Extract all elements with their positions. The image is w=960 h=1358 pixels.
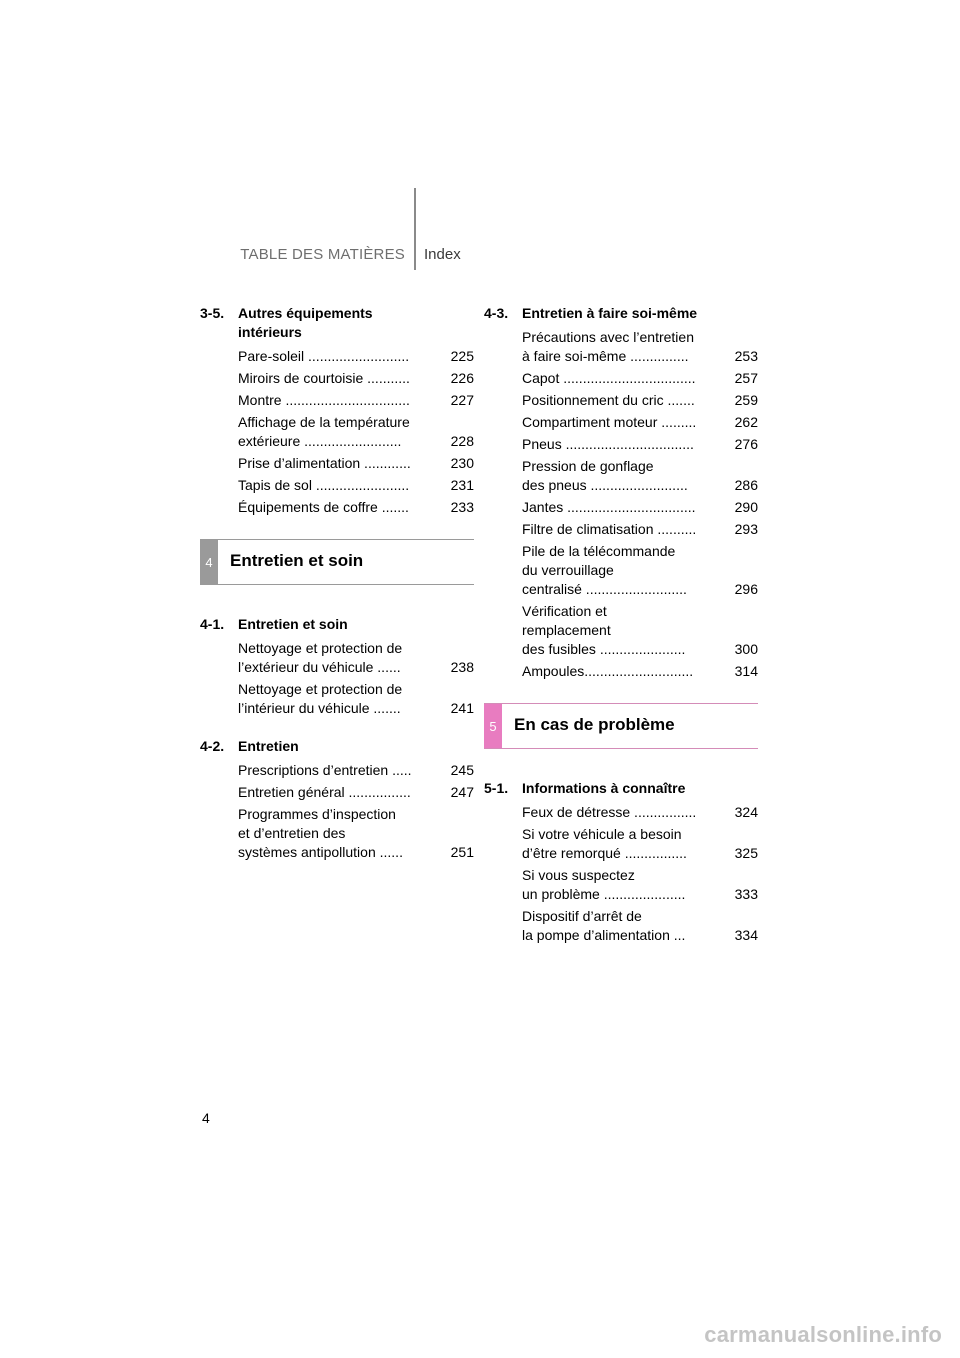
chapter-title: En cas de problème <box>514 715 675 734</box>
section-4-1 <box>200 615 474 718</box>
section-spacer <box>200 721 474 737</box>
toc-entry-fusibles[interactable] <box>522 602 758 659</box>
section-heading <box>484 304 758 323</box>
entry-page: 238 <box>450 659 474 675</box>
entry-page: 325 <box>734 845 758 861</box>
entry-list <box>522 328 758 681</box>
toc-entry-feux-detresse[interactable] <box>522 803 758 822</box>
entry-label: Précautions avec l’entretien à faire soi-même ............... <box>522 329 694 364</box>
entry-page: 247 <box>450 784 474 800</box>
entry-label: Filtre de climatisation .......... <box>522 521 697 537</box>
section-4-3 <box>484 304 758 681</box>
toc-entry-nettoyage-interieur[interactable] <box>238 680 474 718</box>
toc-entry-tapis[interactable] <box>238 476 474 495</box>
section-number: 4-1. <box>200 616 225 632</box>
section-3-5 <box>200 304 474 517</box>
entry-label: Miroirs de courtoisie ........... <box>238 370 410 386</box>
section-number: 5-1. <box>484 780 509 796</box>
section-5-1 <box>484 779 758 945</box>
entry-page: 286 <box>734 477 758 493</box>
entry-page: 233 <box>450 499 474 515</box>
entry-page: 228 <box>450 433 474 449</box>
entry-page: 314 <box>734 663 758 679</box>
section-number: 4-2. <box>200 738 225 754</box>
entry-label: Jantes ................................. <box>522 499 696 515</box>
page-number: 4 <box>202 1110 210 1126</box>
chapter-5-banner[interactable] <box>484 703 758 749</box>
entry-label: Tapis de sol ........................ <box>238 477 410 493</box>
entry-page: 334 <box>734 927 758 943</box>
entry-page: 251 <box>450 844 474 860</box>
entry-label: Pression de gonflage des pneus ......................... <box>522 458 688 493</box>
toc-entry-nettoyage-exterieur[interactable] <box>238 639 474 677</box>
entry-page: 296 <box>734 581 758 597</box>
entry-page: 333 <box>734 886 758 902</box>
entry-page: 227 <box>450 392 474 408</box>
entry-page: 290 <box>734 499 758 515</box>
toc-entry-pare-soleil[interactable] <box>238 347 474 366</box>
toc-entry-probleme[interactable] <box>522 866 758 904</box>
toc-entry-pompe[interactable] <box>522 907 758 945</box>
chapter-4-banner[interactable] <box>200 539 474 585</box>
section-heading <box>200 737 474 756</box>
chapter-tab: 5 <box>484 704 502 748</box>
entry-page: 293 <box>734 521 758 537</box>
entry-label: Capot .................................. <box>522 370 696 386</box>
section-heading <box>200 615 474 634</box>
entry-label: Prescriptions d’entretien ..... <box>238 762 412 778</box>
entry-list <box>238 761 474 862</box>
toc-link[interactable]: TABLE DES MATIÈRES <box>240 246 405 263</box>
toc-entry-precautions[interactable] <box>522 328 758 366</box>
section-heading <box>200 304 474 342</box>
toc-entry-pile[interactable] <box>522 542 758 599</box>
entry-label: Nettoyage et protection de l’extérieur du véhicule ...... <box>238 640 403 675</box>
section-title: Entretien à faire soi-même <box>522 305 698 321</box>
entry-list <box>522 803 758 945</box>
entry-label: Montre ................................ <box>238 392 410 408</box>
entry-label: Compartiment moteur ......... <box>522 414 697 430</box>
entry-label: Feux de détresse ................ <box>522 804 697 820</box>
entry-label: Positionnement du cric ....... <box>522 392 695 408</box>
entry-label: Pile de la télécommande du verrouillage centralisé .......................... <box>522 543 687 597</box>
section-title: Entretien <box>238 738 299 754</box>
toc-entry-compartiment[interactable] <box>522 413 758 432</box>
entry-label: Ampoules............................ <box>522 663 694 679</box>
entry-label: Équipements de coffre ....... <box>238 499 409 515</box>
toc-entry-programmes[interactable] <box>238 805 474 862</box>
entry-page: 276 <box>734 436 758 452</box>
entry-page: 300 <box>734 641 758 657</box>
toc-entry-miroirs[interactable] <box>238 369 474 388</box>
toc-entry-filtre[interactable] <box>522 520 758 539</box>
toc-entry-entretien-general[interactable] <box>238 783 474 802</box>
entry-page: 231 <box>450 477 474 493</box>
toc-entry-coffre[interactable] <box>238 498 474 517</box>
toc-entry-cric[interactable] <box>522 391 758 410</box>
section-number: 4-3. <box>484 305 509 321</box>
entry-label: Dispositif d’arrêt de la pompe d’alimentation ... <box>522 908 686 943</box>
footer-watermark: carmanualsonline.info <box>704 1322 942 1347</box>
section-number: 3-5. <box>200 305 225 321</box>
index-link[interactable]: Index <box>424 246 461 263</box>
section-title: Autres équipements intérieurs <box>238 305 373 340</box>
toc-entry-temperature[interactable] <box>238 413 474 451</box>
entry-label: Si vous suspectez un problème ..................... <box>522 867 686 902</box>
toc-entry-prise[interactable] <box>238 454 474 473</box>
entry-label: Affichage de la température extérieure ......................... <box>238 414 410 449</box>
section-heading <box>484 779 758 798</box>
entry-label: Prise d’alimentation ............ <box>238 455 411 471</box>
entry-label: Vérification et remplacement des fusibles ...................... <box>522 603 686 657</box>
section-4-2 <box>200 737 474 862</box>
entry-label: Pneus ................................. <box>522 436 694 452</box>
chapter-title: Entretien et soin <box>230 551 364 570</box>
entry-page: 245 <box>450 762 474 778</box>
entry-page: 226 <box>450 370 474 386</box>
entry-label: Nettoyage et protection de l’intérieur du véhicule ....... <box>238 681 403 716</box>
toc-column-right <box>484 304 758 948</box>
toc-entry-capot[interactable] <box>522 369 758 388</box>
toc-entry-prescriptions[interactable] <box>238 761 474 780</box>
entry-page: 241 <box>450 700 474 716</box>
section-title: Entretien et soin <box>238 616 348 632</box>
entry-list <box>238 347 474 517</box>
toc-entry-ampoules[interactable] <box>522 662 758 681</box>
entry-page: 225 <box>450 348 474 364</box>
toc-column-left <box>200 304 474 865</box>
entry-page: 262 <box>734 414 758 430</box>
toc-entry-montre[interactable] <box>238 391 474 410</box>
entry-page: 324 <box>734 804 758 820</box>
entry-page: 230 <box>450 455 474 471</box>
entry-label: Programmes d’inspection et d’entretien des systèmes antipollution ...... <box>238 806 403 860</box>
nav-divider <box>414 188 416 270</box>
entry-label: Si votre véhicule a besoin d’être remorqué ................ <box>522 826 687 861</box>
entry-list <box>238 639 474 718</box>
entry-page: 253 <box>734 348 758 364</box>
entry-page: 257 <box>734 370 758 386</box>
entry-page: 259 <box>734 392 758 408</box>
toc-entry-jantes[interactable] <box>522 498 758 517</box>
entry-label: Pare-soleil .......................... <box>238 348 410 364</box>
chapter-tab: 4 <box>200 540 218 584</box>
toc-entry-remorque[interactable] <box>522 825 758 863</box>
toc-entry-pression[interactable] <box>522 457 758 495</box>
toc-entry-pneus[interactable] <box>522 435 758 454</box>
entry-label: Entretien général ................ <box>238 784 411 800</box>
section-title: Informations à connaître <box>522 780 686 796</box>
